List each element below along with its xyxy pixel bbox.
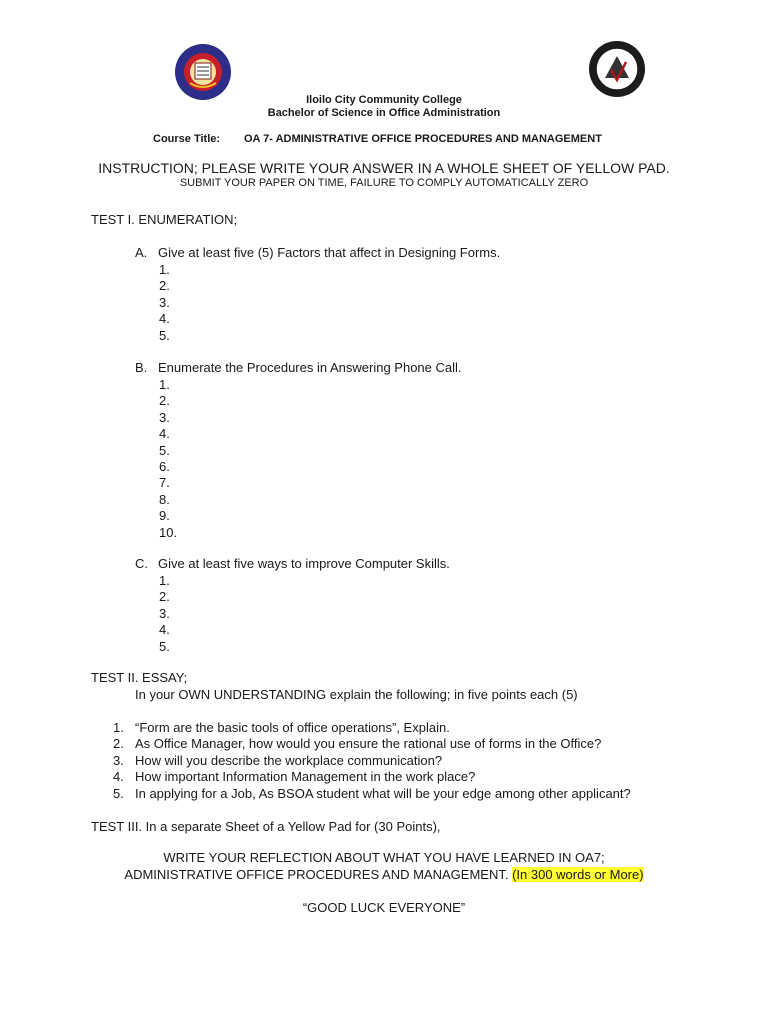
list-item: 2. [159,278,170,294]
list-item: 2. [159,589,170,605]
question-text: How will you describe the workplace communication? [135,752,443,768]
list-item: 8. [159,491,170,507]
list-item: 2. [159,393,170,409]
reflection-line-2 [0,867,768,883]
list-item: 4. [159,311,170,327]
question-text: In applying for a Job, As BSOA student what will be your edge among other applicant? [135,785,631,801]
list-item [113,753,631,769]
test1-b-question: Enumerate the Procedures in Answering Phone Call. [158,360,462,375]
course-title: OA 7- ADMINISTRATIVE OFFICE PROCEDURES AND MANAGEMENT [244,133,602,145]
list-item: 5. [159,442,170,458]
list-item: 4. [159,622,170,638]
test2-intro: In your OWN UNDERSTANDING explain the following; in five points each (5) [135,687,578,702]
question-number: 5. [113,785,124,801]
list-item: 1. [159,262,170,277]
list-item: 4. [159,426,170,442]
list-item: 6. [159,459,170,475]
test1-b-letter: B. [135,360,148,375]
test1-c-question: Give at least five ways to improve Computer Skills. [158,556,450,571]
question-text: As Office Manager, how would you ensure the rational use of forms in the Office? [135,736,602,752]
question-text: How important Information Management in the work place? [135,769,476,785]
course-label: Course Title: [153,133,221,145]
list-item: 3. [159,605,170,621]
question-number: 3. [113,752,124,768]
list-item [113,769,631,785]
list-item: 1. [159,573,170,588]
word-count-highlight: (In 300 words or More) [512,867,644,882]
list-item [113,720,631,736]
test1-title: TEST I. ENUMERATION; [91,212,238,227]
list-item [113,736,631,752]
reflection-line-1: WRITE YOUR REFLECTION ABOUT WHAT YOU HAVE LEARNED IN OA7; [163,850,605,865]
closing-message: “GOOD LUCK EVERYONE” [302,900,466,915]
test1-a-answer-list [159,262,170,344]
test1-a-question: Give at least five (5) Factors that affect in Designing Forms. [158,245,501,260]
college-name: Iloilo City Community College [306,94,462,106]
bsoa-program-logo [588,40,646,98]
test2-title: TEST II. ESSAY; [91,670,188,685]
question-number: 4. [113,769,124,785]
list-item: 10. [159,524,178,540]
instruction-sub: SUBMIT YOUR PAPER ON TIME, FAILURE TO COMPLY AUTOMATICALLY ZERO [179,177,589,189]
list-item: 1. [159,377,170,392]
reflection-line-2-text: ADMINISTRATIVE OFFICE PROCEDURES AND MANAGEMENT. [124,867,509,882]
test1-a-letter: A. [135,245,148,260]
test2-question-list [113,720,631,802]
question-number: 2. [113,736,124,752]
test1-c-letter: C. [135,556,148,571]
list-item: 3. [159,294,170,310]
list-item: 3. [159,409,170,425]
test3-title: TEST III. In a separate Sheet of a Yellow Pad for (30 Points), [91,819,441,834]
question-text: “Form are the basic tools of office operations”, Explain. [135,720,450,735]
question-number: 1. [113,720,124,735]
list-item: 9. [159,508,170,524]
test1-b-answer-list [159,377,177,541]
list-item [113,786,631,802]
list-item: 7. [159,475,170,491]
instruction-main: INSTRUCTION; PLEASE WRITE YOUR ANSWER IN A WHOLE SHEET OF YELLOW PAD. [98,160,670,176]
list-item: 5. [159,638,170,654]
test1-c-answer-list [159,573,170,655]
list-item: 5. [159,327,170,343]
program-name: Bachelor of Science in Office Administration [267,107,501,119]
